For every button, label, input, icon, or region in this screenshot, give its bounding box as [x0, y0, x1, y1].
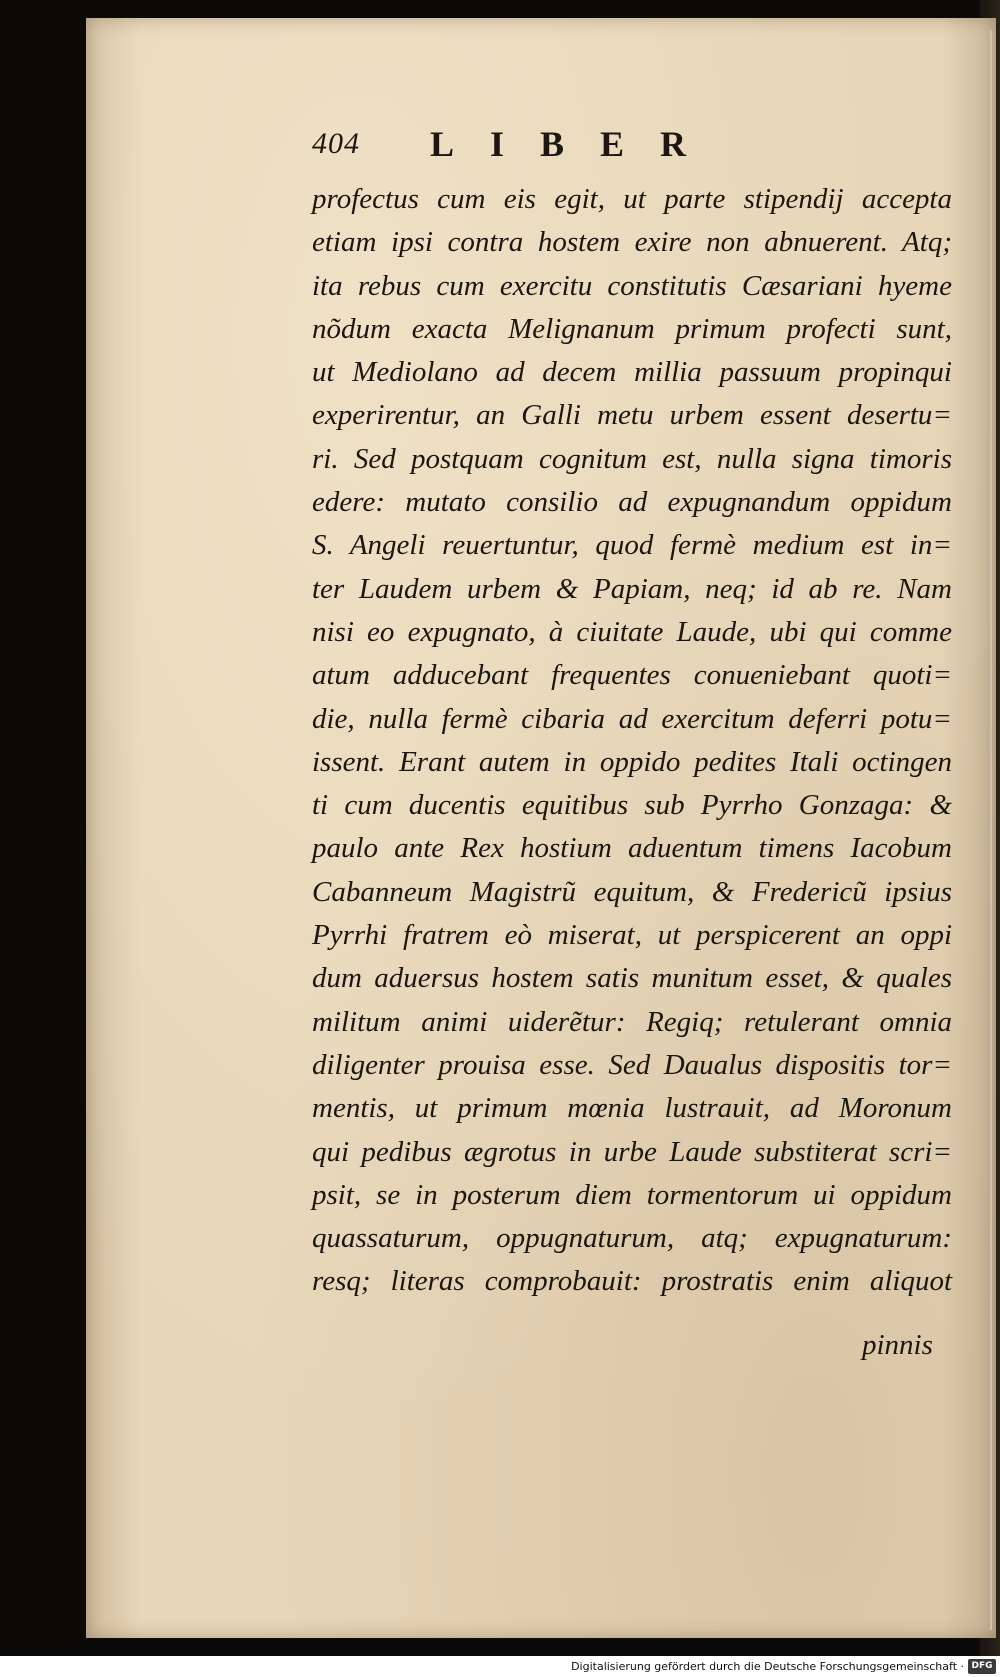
funding-credit: Digitalisierung gefördert durch die Deutsche Forschungsgemeinschaft ·	[571, 1660, 964, 1673]
text-line: mentis, ut primum mœnia lustrauit, ad Moronum	[312, 1092, 952, 1125]
text-line: militum animi uiderẽtur: Regiq; retulerant omnia	[312, 1005, 952, 1038]
text-line: ita rebus cum exercitu constitutis Cæsariani hyeme	[312, 269, 952, 302]
text-line: ti cum ducentis equitibus sub Pyrrho Gonzaga: &	[312, 789, 952, 822]
text-line: atum adducebant frequentes conueniebant quoti=	[312, 659, 952, 692]
text-line: experirentur, an Galli metu urbem essent desertu=	[312, 399, 952, 432]
page-edge	[990, 30, 992, 1630]
text-line: S. Angeli reuertuntur, quod fermè medium est in=	[312, 529, 952, 562]
text-line: psit, se in posterum diem tormentorum ui oppidum	[312, 1178, 952, 1211]
text-line: ri. Sed postquam cognitum est, nulla signa timoris	[312, 442, 952, 475]
page-header	[312, 118, 872, 170]
text-line: ut Mediolano ad decem millia passuum propinqui	[312, 356, 952, 389]
running-head: LIBER	[430, 124, 723, 164]
text-line: etiam ipsi contra hostem exire non abnuerent. Atq;	[312, 226, 952, 259]
text-line: issent. Erant autem in oppido pedites Itali octingen	[312, 745, 952, 778]
text-line: paulo ante Rex hostium aduentum timens Iacobum	[312, 832, 952, 865]
footer-bar	[0, 1656, 1000, 1677]
page-number: 404	[312, 127, 360, 160]
text-line: nõdum exacta Melignanum primum profecti sunt,	[312, 312, 952, 345]
text-line: ter Laudem urbem & Papiam, neq; id ab re. Nam	[312, 572, 952, 605]
text-line: quassaturum, oppugnaturum, atq; expugnaturum:	[312, 1222, 952, 1255]
body-text	[312, 178, 952, 1304]
dfg-logo: DFG	[968, 1659, 996, 1674]
text-line: qui pedibus ægrotus in urbe Laude substiterat scri=	[312, 1135, 952, 1168]
text-line: resq; literas comprobauit: prostratis enim aliquot	[312, 1265, 952, 1298]
text-line: profectus cum eis egit, ut parte stipendij accepta	[312, 183, 952, 215]
text-line: diligenter prouisa esse. Sed Daualus dispositis tor=	[312, 1048, 952, 1081]
text-line: die, nulla fermè cibaria ad exercitum deferri potu=	[312, 702, 952, 735]
text-line: dum aduersus hostem satis munitum esset, & quales	[312, 962, 952, 995]
text-line: nisi eo expugnato, à ciuitate Laude, ubi qui comme	[312, 615, 952, 648]
text-line: Cabanneum Magistrũ equitum, & Fredericũ ipsius	[312, 875, 952, 908]
catchword: pinnis	[862, 1329, 933, 1361]
text-line: Pyrrhi fratrem eò miserat, ut perspicerent an oppi	[312, 919, 952, 952]
text-line: edere: mutato consilio ad expugnandum oppidum	[312, 486, 952, 519]
